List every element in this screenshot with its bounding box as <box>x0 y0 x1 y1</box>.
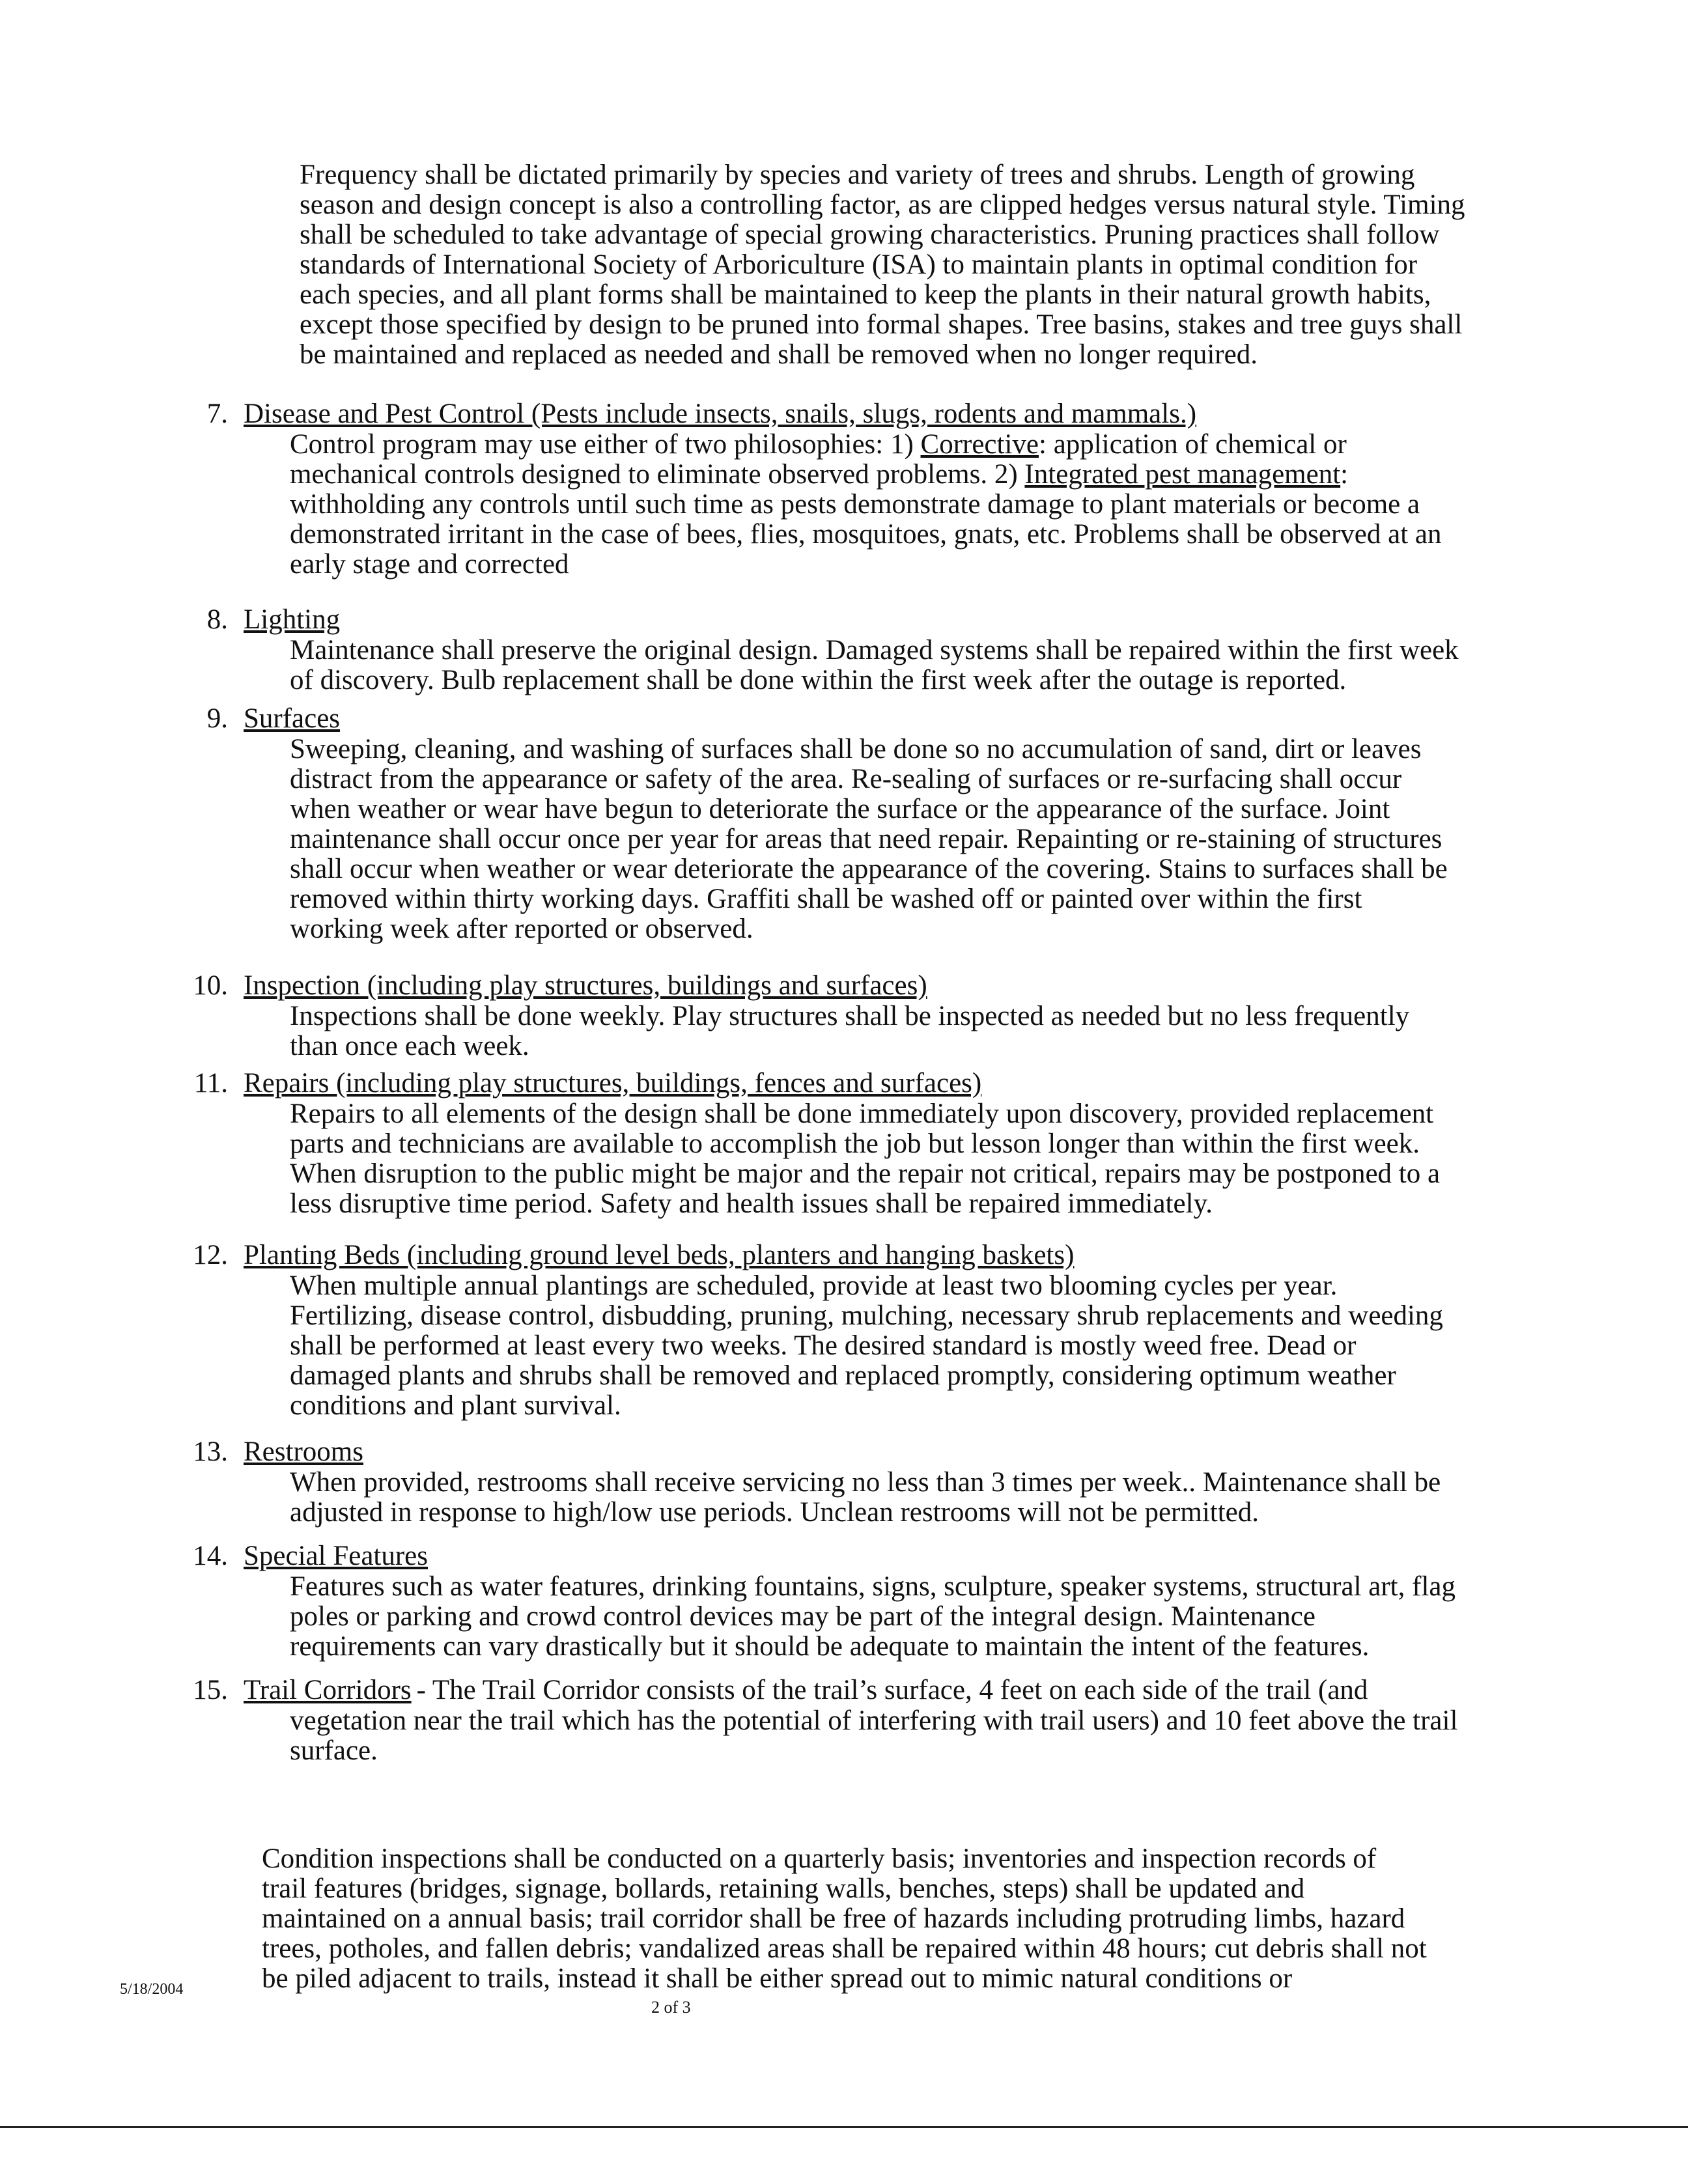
section-title: Inspection (including play structures, buildings and surfaces) <box>244 970 927 1001</box>
section-number: 10. <box>193 970 228 1001</box>
section-number: 14. <box>193 1541 228 1571</box>
section-body: vegetation near the trail which has the potential of interfering with trail users) and 10 feet above the trail surface. <box>290 1705 1458 1766</box>
section-body: Repairs to all elements of the design shall be done immediately upon discovery, provided replacement parts and technicians are available to accomplish the job but lesson longer than within the first week. When disruption to the public might be major and the repair not critical, repairs may be postponed to a less disruptive time period. Safety and health issues shall be repaired immediately. <box>290 1099 1441 1219</box>
section-number: 12. <box>193 1240 228 1270</box>
section-number: 13. <box>193 1436 228 1467</box>
section-title: Planting Beds (including ground level beds, planters and hanging baskets) <box>244 1240 1075 1270</box>
section-7 <box>176 399 1491 580</box>
page-number: 2 of 3 <box>651 1998 691 2017</box>
section-body: When multiple annual plantings are scheduled, provide at least two blooming cycles per year. Fertilizing, disease control, disbudding, pruning, mulching, necessary shrub replacements and weeding shall be performed at least every two weeks. The desired standard is mostly weed free. Dead or damaged plants and shrubs shall be removed and replaced promptly, considering optimum weather conditions and plant survival. <box>290 1270 1443 1421</box>
document-date: 5/18/2004 <box>120 1981 184 1998</box>
section-10 <box>176 970 1491 1061</box>
intro-text: Frequency shall be dictated primarily by species and variety of trees and shrubs. Length of growing season and design concept is also a controlling factor, as are clipped hedges versus natural style. Timing shall be scheduled to take advantage of special growing characteristics. Pruning practices shall follow standards of International Society of Arboriculture (ISA) to maintain plants in optimal condition for each species, and all plant forms shall be maintained to keep the plants in their natural growth habits, except those specified by design to be pruned into formal shapes. Tree basins, stakes and tree guys shall be maintained and replaced as needed and shall be removed when no longer required. <box>300 160 1465 370</box>
section-title: Special Features <box>244 1541 428 1571</box>
section-8 <box>176 604 1491 695</box>
section-number: 15. <box>193 1675 228 1705</box>
section-title-rest: - The Trail Corridor consists of the trail’s surface, 4 feet on each side of the trail (and <box>416 1675 1368 1705</box>
section-body: Inspections shall be done weekly. Play structures shall be inspected as needed but no less frequently than once each week. <box>290 1001 1410 1061</box>
section-title: Disease and Pest Control (Pests include insects, snails, slugs, rodents and mammals.) <box>244 399 1197 429</box>
section-number: 9. <box>206 703 228 734</box>
section-title: Restrooms <box>244 1436 363 1467</box>
section-12 <box>176 1240 1491 1421</box>
section-body: Features such as water features, drinking fountains, signs, sculpture, speaker systems, structural art, flag poles or parking and crowd control devices may be part of the integral design. Maintenance requirements can vary drastically but it should be adequate to maintain the intent of the features. <box>290 1571 1456 1662</box>
section-title: Lighting <box>244 604 341 635</box>
trail-inspection-paragraph: Condition inspections shall be conducted on a quarterly basis; inventories and inspection records of trail features (bridges, signage, bollards, retaining walls, benches, steps) shall be updated and maintained on a annual basis; trail corridor shall be free of hazards including protruding limbs, hazard trees, potholes, and fallen debris; vandalized areas shall be repaired within 48 hours; cut debris shall not be piled adjacent to trails, instead it shall be either spread out to mimic natural conditions or <box>262 1843 1427 1994</box>
section-11 <box>176 1068 1491 1219</box>
section-body: Control program may use either of two philosophies: 1) Corrective: application of chemical or mechanical controls designed to eliminate observed problems. 2) Integrated pest management: withholding any controls until such time as pests demonstrate damage to plant materials or become a demonstrated irritant in the case of bees, flies, mosquitoes, gnats, etc. Problems shall be observed at an early stage and corrected <box>290 429 1442 580</box>
section-body: Sweeping, cleaning, and washing of surfaces shall be done so no accumulation of sand, dirt or leaves distract from the appearance or safety of the area. Re-sealing of surfaces or re-surfacing shall occur when weather or wear have begun to deteriorate the surface or the appearance of the surface. Joint maintenance shall occur once per year for areas that need repair. Repainting or re-staining of structures shall occur when weather or wear deteriorate the appearance of the covering. Stains to surfaces shall be removed within thirty working days. Graffiti shall be washed off or painted over within the first working week after reported or observed. <box>290 734 1448 944</box>
section-number: 11. <box>193 1068 228 1099</box>
section-title: Trail Corridors <box>244 1675 412 1705</box>
section-13 <box>176 1436 1491 1528</box>
section-number: 7. <box>206 399 228 429</box>
section-15 <box>176 1675 1491 1766</box>
section-body: Maintenance shall preserve the original design. Damaged systems shall be repaired within the first week of discovery. Bulb replacement shall be done within the first week after the outage is reported. <box>290 635 1459 695</box>
intro-paragraph <box>300 160 1472 370</box>
section-9 <box>176 703 1491 944</box>
bottom-divider <box>0 2126 1688 2128</box>
section-number: 8. <box>206 604 228 635</box>
section-body: When provided, restrooms shall receive servicing no less than 3 times per week.. Maintenance shall be adjusted in response to high/low use periods. Unclean restrooms will not be permitted. <box>290 1467 1441 1528</box>
section-title: Surfaces <box>244 703 341 734</box>
section-14 <box>176 1541 1491 1662</box>
section-title: Repairs (including play structures, buildings, fences and surfaces) <box>244 1068 982 1099</box>
